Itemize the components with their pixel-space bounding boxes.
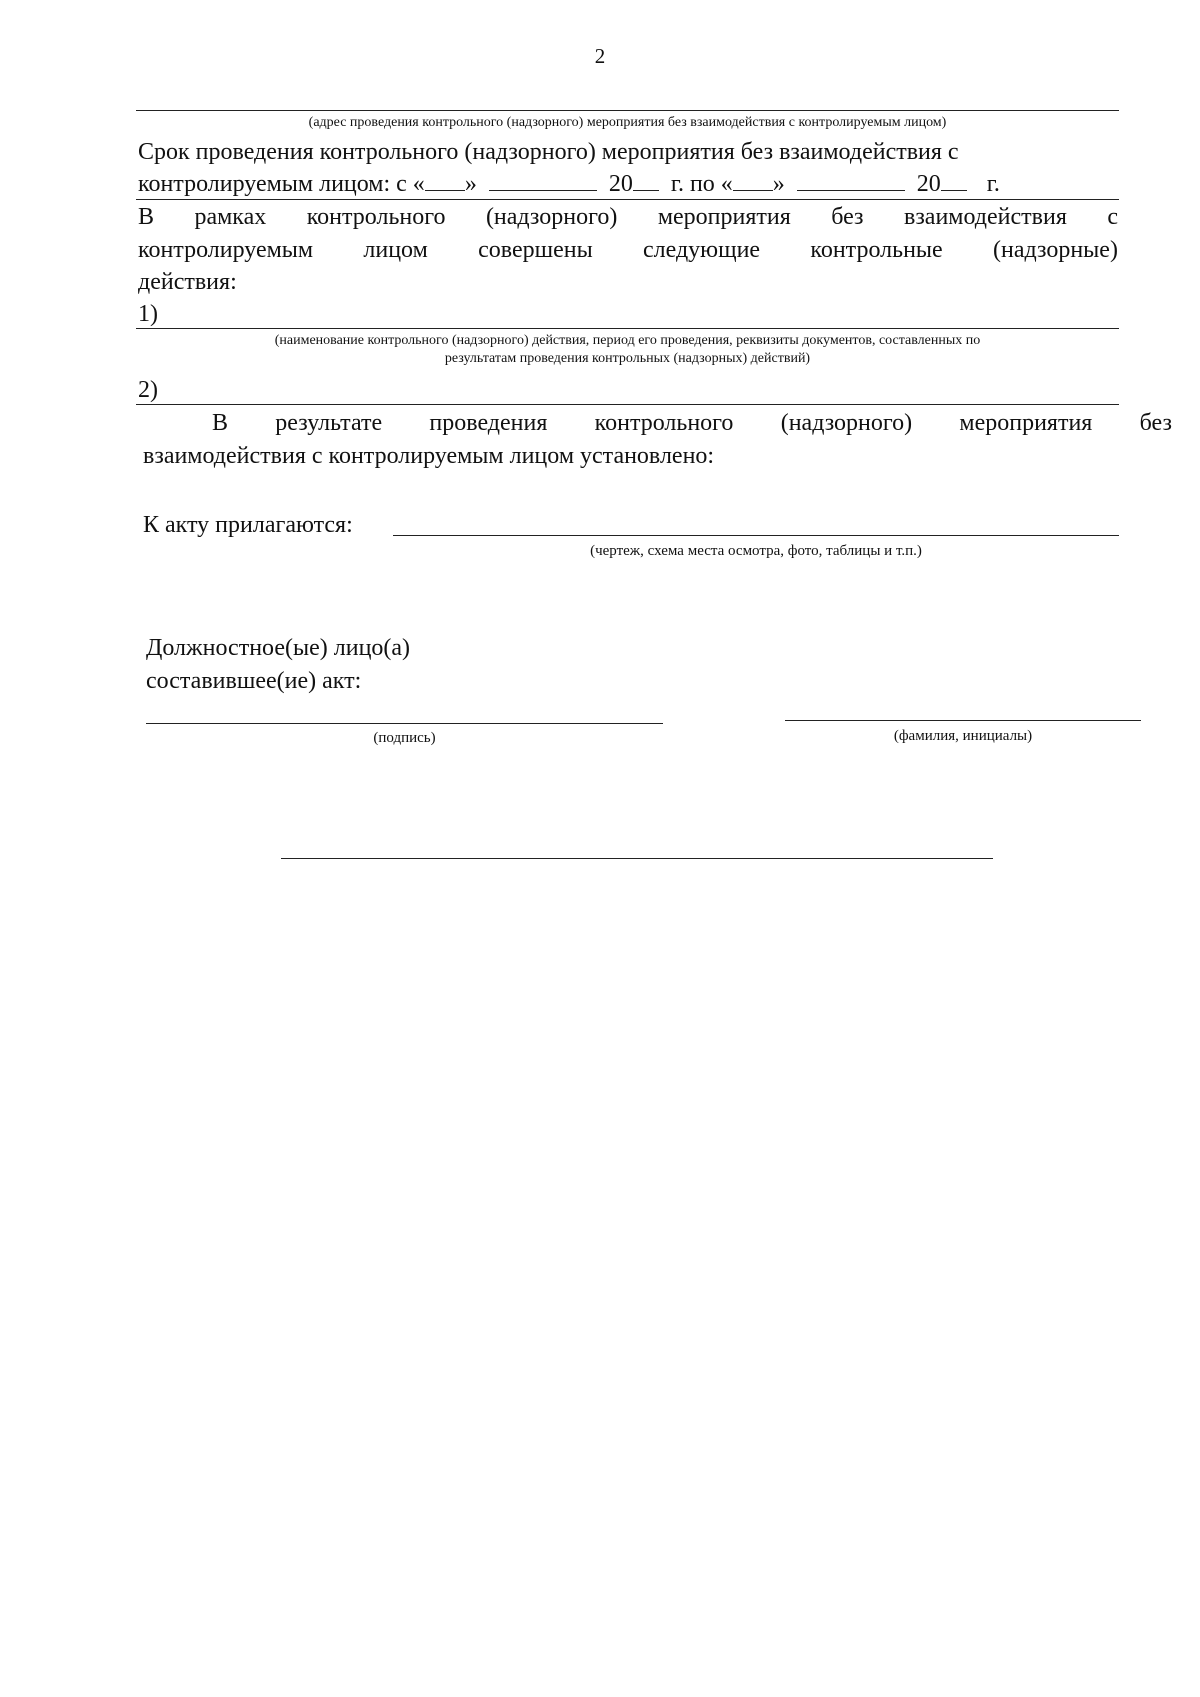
word: результате <box>275 410 383 436</box>
word: (надзорного) <box>780 410 913 436</box>
term-close-quote-2: » <box>772 171 785 197</box>
result-line-2: взаимодействия с контролируемым лицом установлено: <box>143 443 715 469</box>
word: следующие <box>643 237 761 263</box>
word: взаимодействия <box>903 204 1067 230</box>
item-caption-line-1: (наименование контрольного (надзорного) действия, период его проведения, реквизиты документов, составленных по <box>274 333 981 348</box>
word: контролируемым <box>138 237 314 263</box>
term-month-1-field[interactable] <box>489 168 597 191</box>
word: контрольные <box>810 237 943 263</box>
actions-intro-line-3: действия: <box>138 269 237 295</box>
item-caption-line-2: результатам проведения контрольных (надзорных) действий) <box>444 351 811 366</box>
term-year-1-prefix: 20 <box>608 171 633 197</box>
address-line[interactable] <box>136 110 1119 111</box>
term-day-2-field[interactable] <box>733 168 773 191</box>
actions-intro-line-2 <box>138 235 1118 265</box>
word: контрольного <box>306 204 446 230</box>
result-line-1 <box>212 408 1172 438</box>
item-2-label: 2) <box>138 377 158 403</box>
page-number: 2 <box>594 44 606 68</box>
term-line-1-text: Срок проведения контрольного (надзорного) мероприятия без взаимодействия с <box>138 139 959 165</box>
term-close-quote-1: » <box>464 171 477 197</box>
signature-line[interactable] <box>146 723 663 724</box>
word: контрольного <box>594 410 734 436</box>
term-month-2-field[interactable] <box>797 168 905 191</box>
word: без <box>831 204 864 230</box>
word: совершены <box>478 237 593 263</box>
term-year-1-field[interactable] <box>633 168 659 191</box>
attachments-label: К акту прилагаются: <box>143 512 353 538</box>
name-line[interactable] <box>785 720 1141 721</box>
word: с <box>1107 204 1118 230</box>
item-1-label: 1) <box>138 301 158 327</box>
term-year-2-field[interactable] <box>941 168 967 191</box>
term-mid: г. по « <box>670 171 733 197</box>
closing-divider <box>281 858 993 859</box>
term-year-2-prefix: 20 <box>916 171 941 197</box>
term-line-2 <box>138 168 1118 199</box>
name-caption: (фамилия, инициалы) <box>893 728 1033 744</box>
word: рамках <box>194 204 267 230</box>
word: мероприятия <box>959 410 1093 436</box>
attachments-caption: (чертеж, схема места осмотра, фото, таблицы и т.п.) <box>590 543 922 559</box>
address-caption: (адрес проведения контрольного (надзорного) мероприятия без взаимодействия с контролируемым лицом) <box>308 115 947 130</box>
word: В <box>138 204 155 230</box>
word: В <box>212 410 229 436</box>
word: лицом <box>363 237 428 263</box>
term-suffix: г. <box>986 171 1000 197</box>
attachments-line[interactable] <box>393 535 1119 536</box>
term-underline <box>136 199 1119 200</box>
item-2-line[interactable] <box>136 404 1119 405</box>
word: (надзорные) <box>992 237 1118 263</box>
term-prefix: контролируемым лицом: с « <box>138 171 425 197</box>
word: проведения <box>429 410 548 436</box>
signature-caption: (подпись) <box>373 730 436 746</box>
item-1-line[interactable] <box>136 328 1119 329</box>
actions-intro-line-1 <box>138 202 1118 232</box>
official-line-1: Должностное(ые) лицо(а) <box>146 635 411 661</box>
word: (надзорного) <box>485 204 618 230</box>
word: без <box>1139 410 1172 436</box>
term-day-1-field[interactable] <box>425 168 465 191</box>
word: мероприятия <box>657 204 791 230</box>
term-line-1 <box>138 137 1118 167</box>
official-line-2: составившее(ие) акт: <box>146 668 362 694</box>
